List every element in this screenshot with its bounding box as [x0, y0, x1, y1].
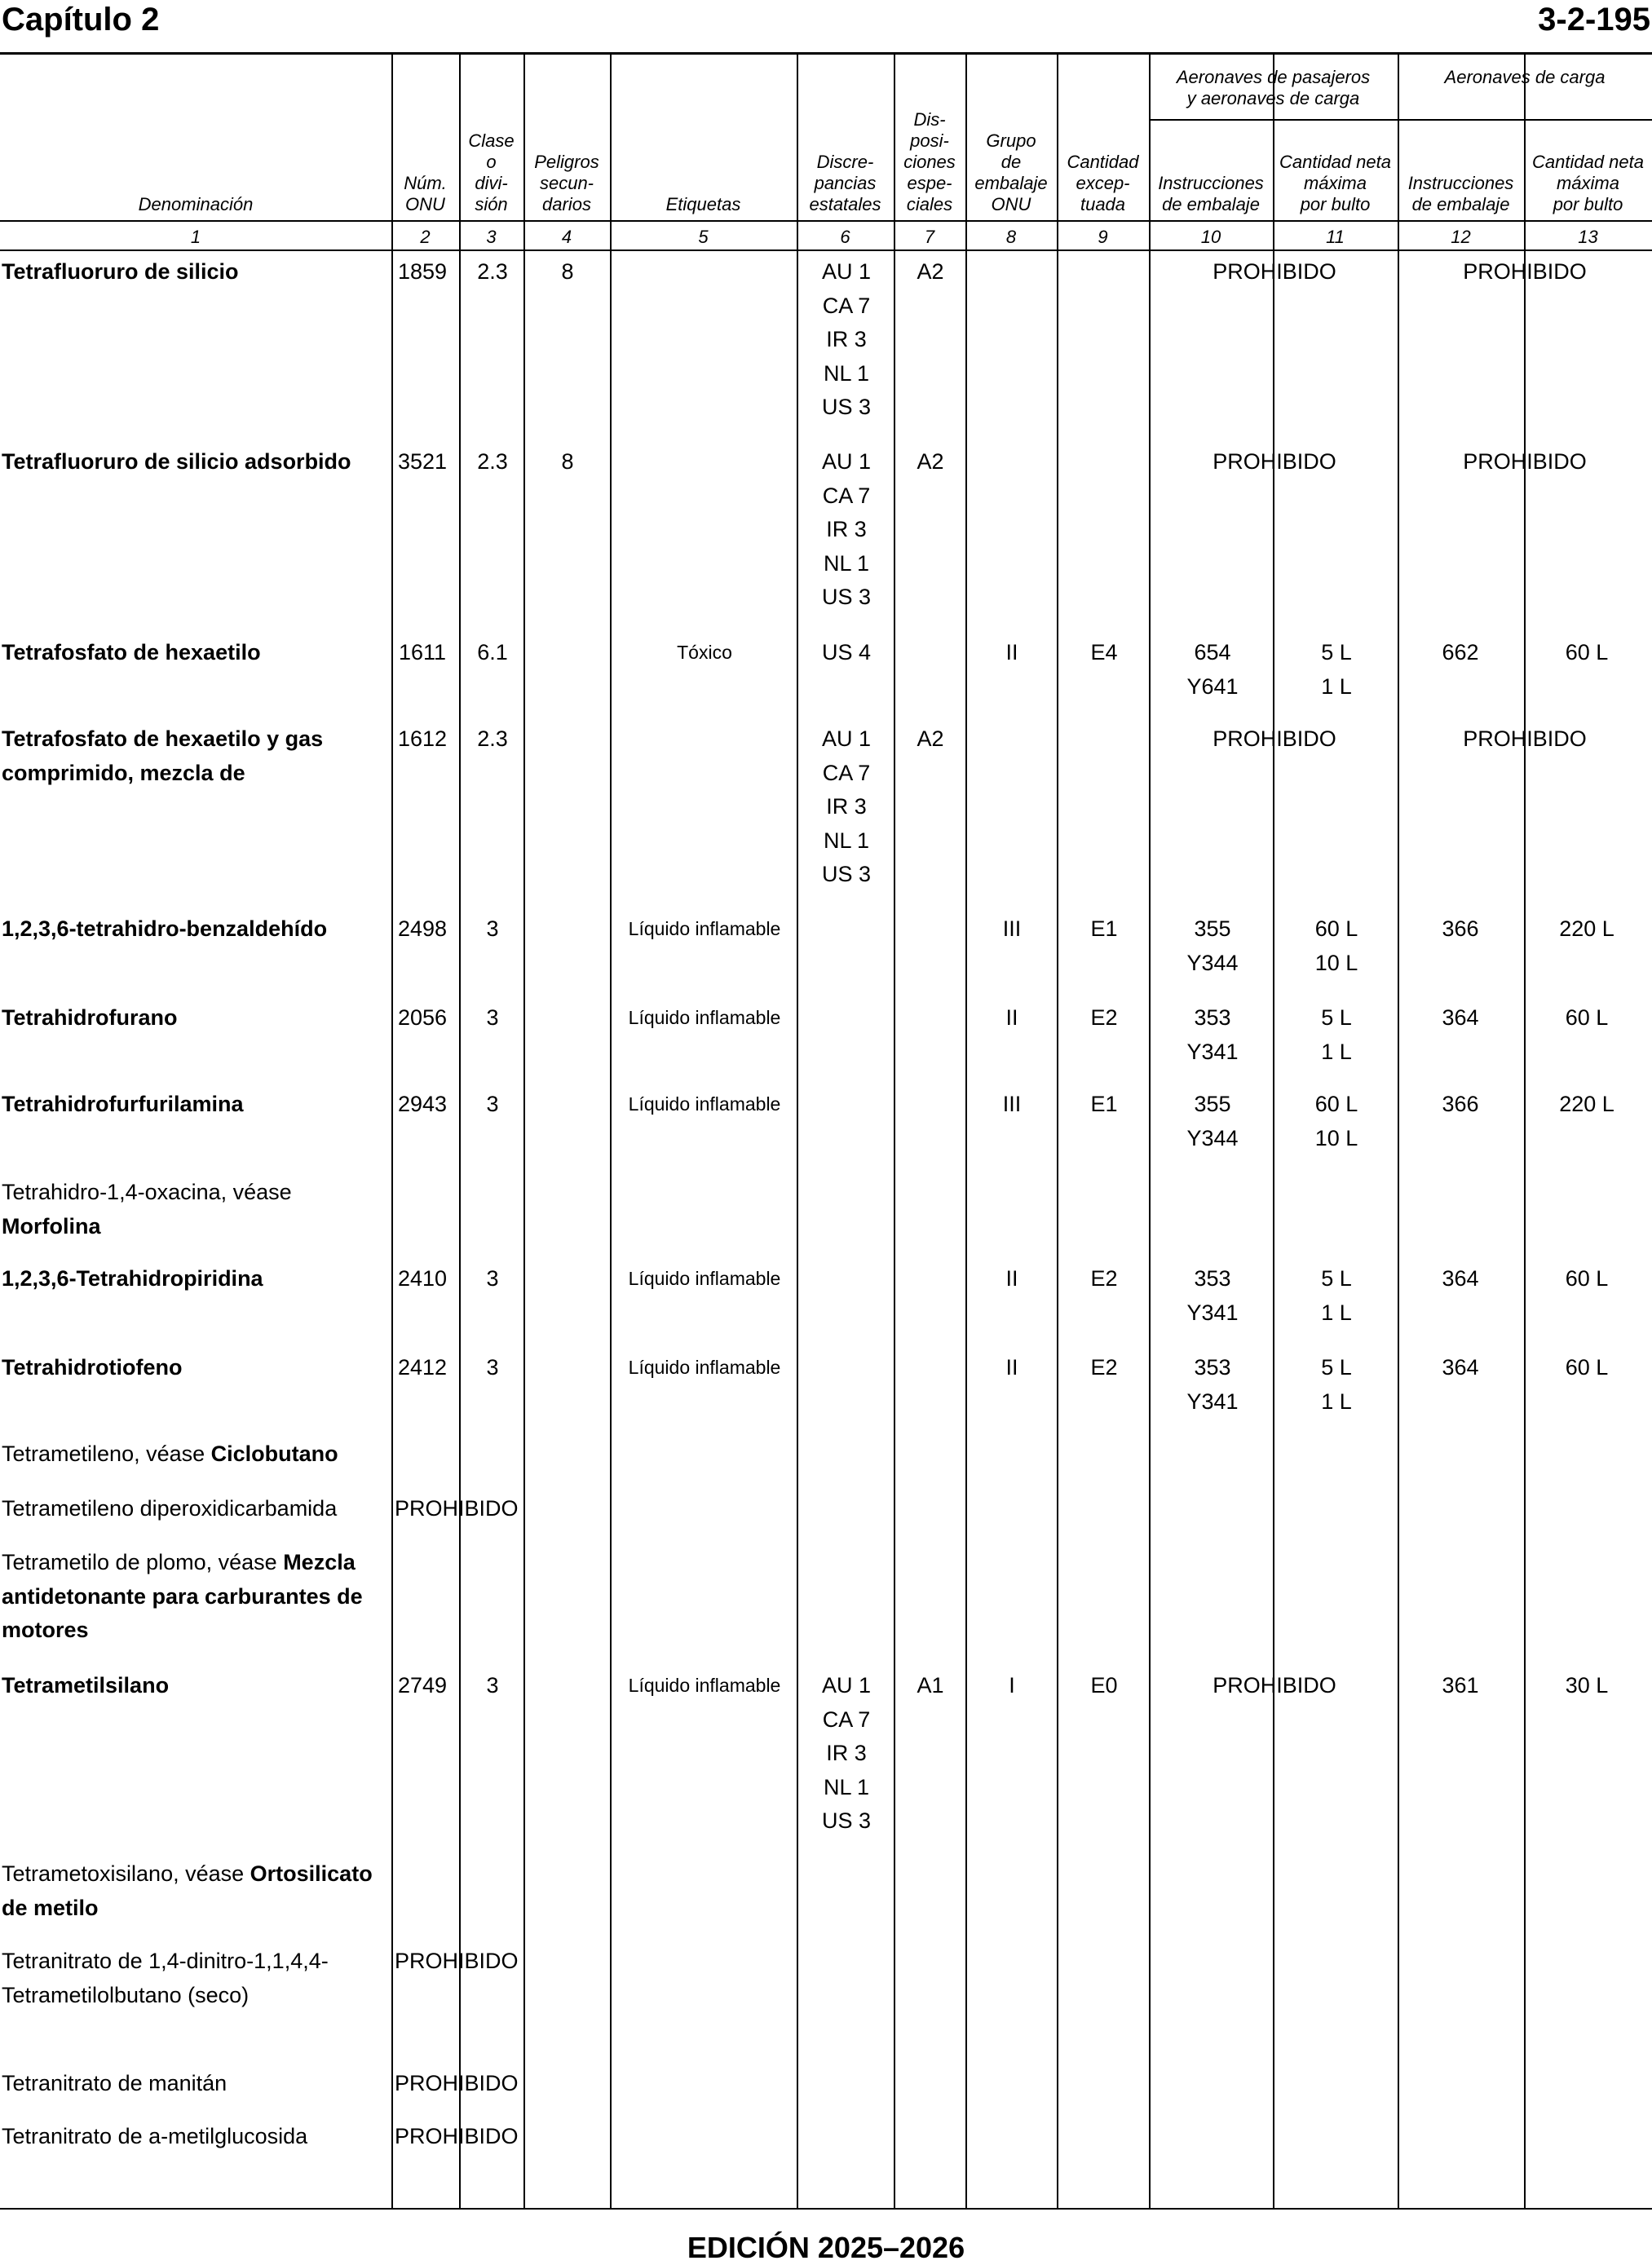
state-variations: AU 1 CA 7 IR 3 NL 1 US 3: [821, 449, 872, 609]
pax-max-quantity: 5 L 1 L: [1321, 1355, 1352, 1414]
un-number: 2412: [397, 1355, 448, 1380]
substance-name: Tetranitrato de manitán: [2, 2071, 227, 2095]
col-header-class: Clase o divi- sión: [468, 130, 515, 214]
state-variations: AU 1 CA 7 IR 3 NL 1 US 3: [821, 259, 872, 419]
col-number: 4: [561, 227, 572, 247]
substance-name: Tetrafosfato de hexaetilo y gas comprimido, mezcla de: [2, 726, 324, 785]
column-rule: [965, 55, 967, 2208]
excepted-quantity: E2: [1090, 1266, 1118, 1291]
cargo-forbidden: PROHIBIDO: [1463, 259, 1587, 284]
packing-group: II: [1005, 1266, 1018, 1291]
col-number: 13: [1578, 227, 1598, 247]
special-provisions: A2: [917, 726, 944, 751]
subsidiary-hazard: 8: [561, 259, 574, 284]
substance-name: Tetrafosfato de hexaetilo: [2, 640, 261, 664]
un-number: 2498: [397, 916, 448, 941]
col-header-cargo-max-qty: Cantidad neta máxima por bulto: [1532, 152, 1644, 214]
substance-name: Tetrametilsilano: [2, 1673, 170, 1698]
substance-name: Tetranitrato de 1,4-dinitro-1,1,4,4-Tetrametilolbutano (seco): [2, 1949, 329, 2007]
table-row: [0, 1857, 1652, 1920]
pax-max-quantity: 5 L 1 L: [1321, 640, 1352, 699]
passenger-forbidden: PROHIBIDO: [1212, 726, 1336, 751]
table-row: [0, 255, 1652, 419]
cargo-max-quantity: 60 L: [1565, 1005, 1609, 1030]
reference-entry: [2, 1437, 385, 1472]
reference-text: Tetrametoxisilano, véase: [2, 1861, 250, 1886]
column-rule: [797, 55, 798, 2208]
reference-target: Ortosilicato de metilo: [2, 1861, 373, 1920]
pax-packing-instruction: 353 Y341: [1186, 1355, 1239, 1414]
column-rule: [610, 55, 612, 2208]
cargo-forbidden: PROHIBIDO: [1463, 449, 1587, 474]
packing-group: III: [1002, 1092, 1022, 1116]
pax-packing-instruction: 654 Y641: [1186, 640, 1239, 699]
column-rule: [894, 55, 895, 2208]
excepted-quantity: E1: [1090, 1092, 1118, 1116]
substance-name: 1,2,3,6-tetrahidro-benzaldehído: [2, 916, 328, 941]
header-rule: [0, 220, 1652, 222]
table-row: [0, 1669, 1652, 1833]
packing-group: II: [1005, 1355, 1018, 1380]
table-row: [0, 636, 1652, 699]
un-number: 3521: [397, 449, 448, 474]
excepted-quantity: E1: [1090, 916, 1118, 941]
packing-group: I: [1009, 1673, 1015, 1698]
col-header-pax-max-qty: Cantidad neta máxima por bulto: [1279, 152, 1391, 214]
forbidden-status: PROHIBIDO: [395, 1949, 519, 1973]
hazard-label: Tóxico: [677, 642, 732, 663]
hazard-label: Líquido inflamable: [628, 1357, 781, 1378]
hazard-class: 3: [486, 1266, 499, 1291]
special-provisions: A2: [917, 449, 944, 474]
table-row: [0, 1351, 1652, 1414]
hazard-class: 3: [486, 1673, 499, 1698]
cargo-packing-instruction: 361: [1442, 1673, 1479, 1698]
table-row: [0, 2067, 1652, 2095]
hazard-label: Líquido inflamable: [628, 1268, 781, 1289]
substance-name: 1,2,3,6-Tetrahidropiridina: [2, 1266, 263, 1291]
col-number: 2: [420, 227, 431, 247]
column-rule: [1149, 55, 1151, 2208]
pax-packing-instruction: 355 Y344: [1186, 1092, 1239, 1150]
hazard-class: 2.3: [477, 449, 508, 474]
packing-group: II: [1005, 640, 1018, 664]
table-row: [0, 445, 1652, 609]
un-number: 2056: [397, 1005, 448, 1030]
cargo-max-quantity: 60 L: [1565, 1266, 1609, 1291]
col-header-passenger-aircraft: Aeronaves de pasajeros y aeronaves de carga: [1176, 67, 1371, 108]
hazard-class: 2.3: [477, 726, 508, 751]
forbidden-status: PROHIBIDO: [395, 2071, 519, 2095]
un-number: 2410: [397, 1266, 448, 1291]
col-header-name: Denominación: [138, 194, 254, 214]
un-number: 2749: [397, 1673, 448, 1698]
hazard-class: 3: [486, 1355, 499, 1380]
hazard-class: 6.1: [477, 640, 508, 664]
passenger-forbidden: PROHIBIDO: [1212, 259, 1336, 284]
pax-packing-instruction: 353 Y341: [1186, 1266, 1239, 1325]
reference-entry: [2, 1857, 385, 1925]
page-number: 3-2-195: [1538, 2, 1650, 38]
pax-packing-instruction: 355 Y344: [1186, 916, 1239, 975]
reference-target: Mezcla antidetonante para carburantes de motores: [2, 1550, 363, 1642]
column-rule: [391, 55, 393, 2208]
hazard-label: Líquido inflamable: [628, 1675, 781, 1696]
col-header-un: Núm. ONU: [404, 173, 447, 214]
cargo-packing-instruction: 364: [1442, 1266, 1479, 1291]
pax-max-quantity: 5 L 1 L: [1321, 1266, 1352, 1325]
cargo-max-quantity: 220 L: [1559, 916, 1614, 941]
hazard-label: Líquido inflamable: [628, 1093, 781, 1115]
col-header-cargo-aircraft: Aeronaves de carga: [1444, 67, 1606, 87]
table-row: [0, 1001, 1652, 1064]
cargo-packing-instruction: 364: [1442, 1355, 1479, 1380]
chapter-title: Capítulo 2: [2, 2, 160, 38]
col-number: 3: [486, 227, 497, 247]
reference-entry: [2, 1546, 385, 1648]
col-number: 10: [1200, 227, 1221, 247]
col-number: 9: [1098, 227, 1108, 247]
column-rule: [1398, 55, 1399, 2208]
un-number: 1859: [397, 259, 448, 284]
column-rule: [523, 55, 525, 2208]
table-row: [0, 1492, 1652, 1521]
cargo-forbidden: PROHIBIDO: [1463, 726, 1587, 751]
col-header-subsidiary: Peligros secun- darios: [534, 152, 599, 214]
col-header-pax-packing-instructions: Instrucciones de embalaje: [1158, 173, 1264, 214]
table-row: [0, 1437, 1652, 1466]
excepted-quantity: E2: [1090, 1005, 1118, 1030]
col-header-cargo-packing-instructions: Instrucciones de embalaje: [1407, 173, 1514, 214]
packing-group: III: [1002, 916, 1022, 941]
col-number: 6: [840, 227, 850, 247]
table-row: [0, 912, 1652, 975]
substance-name: Tetrafluoruro de silicio adsorbido: [2, 449, 351, 474]
header-rule: [0, 249, 1652, 251]
col-header-excepted-quantity: Cantidad excep- tuada: [1067, 152, 1139, 214]
cargo-packing-instruction: 366: [1442, 1092, 1479, 1116]
substance-name: Tetrametileno diperoxidicarbamida: [2, 1496, 338, 1521]
page-footer: [0, 2208, 1652, 2265]
forbidden-status: PROHIBIDO: [395, 1496, 519, 1521]
header-rule: [1149, 119, 1652, 121]
substance-name: Tetrahidrotiofeno: [2, 1355, 183, 1380]
table-row: [0, 1262, 1652, 1325]
cargo-max-quantity: 220 L: [1559, 1092, 1614, 1116]
col-number: 5: [698, 227, 709, 247]
hazard-class: 3: [486, 1092, 499, 1116]
pax-max-quantity: 60 L 10 L: [1314, 1092, 1358, 1150]
table-row: [0, 1546, 1652, 1642]
substance-name: Tetranitrato de a-metilglucosida: [2, 2124, 308, 2148]
hazard-class: 3: [486, 1005, 499, 1030]
substance-name: Tetrahidrofurano: [2, 1005, 178, 1030]
reference-target: Morfolina: [2, 1213, 101, 1238]
special-provisions: A1: [917, 1673, 944, 1698]
reference-text: Tetrametilo de plomo, véase: [2, 1550, 284, 1574]
forbidden-status: PROHIBIDO: [395, 2124, 519, 2148]
excepted-quantity: E2: [1090, 1355, 1118, 1380]
page-header: [0, 0, 1652, 55]
col-header-state-variations: Discre- pancias estatales: [809, 152, 881, 214]
column-rule: [459, 55, 461, 2208]
reference-entry: [2, 1176, 385, 1243]
column-rule: [1057, 55, 1058, 2208]
table-row: [0, 2120, 1652, 2148]
packing-group: II: [1005, 1005, 1018, 1030]
cargo-max-quantity: 60 L: [1565, 1355, 1609, 1380]
state-variations: AU 1 CA 7 IR 3 NL 1 US 3: [821, 1673, 872, 1833]
hazard-class: 3: [486, 916, 499, 941]
reference-text: Tetrametileno, véase: [2, 1442, 211, 1466]
col-header-labels: Etiquetas: [665, 194, 741, 214]
excepted-quantity: E4: [1090, 640, 1118, 664]
state-variations: US 4: [821, 640, 872, 664]
cargo-packing-instruction: 366: [1442, 916, 1479, 941]
passenger-forbidden: PROHIBIDO: [1212, 449, 1336, 474]
col-number: 7: [924, 227, 935, 247]
excepted-quantity: E0: [1090, 1673, 1118, 1698]
cargo-packing-instruction: 662: [1442, 640, 1479, 664]
cargo-max-quantity: 60 L: [1565, 640, 1609, 664]
reference-text: Tetrahidro-1,4-oxacina, véase: [2, 1180, 292, 1204]
edition-label: EDICIÓN 2025–2026: [687, 2231, 965, 2264]
hazard-label: Líquido inflamable: [628, 1007, 781, 1028]
col-header-packing-group: Grupo de embalaje ONU: [974, 130, 1048, 214]
col-header-special-provisions: Dis- posi- ciones espe- ciales: [903, 109, 956, 214]
table-row: [0, 722, 1652, 886]
table-row: [0, 1176, 1652, 1238]
col-number: 12: [1451, 227, 1471, 247]
col-number: 8: [1005, 227, 1017, 247]
state-variations: AU 1 CA 7 IR 3 NL 1 US 3: [821, 726, 872, 886]
subsidiary-hazard: 8: [561, 449, 574, 474]
substance-name: Tetrahidrofurfurilamina: [2, 1092, 244, 1116]
col-number: 11: [1326, 227, 1345, 247]
substance-name: Tetrafluoruro de silicio: [2, 259, 239, 284]
cargo-max-quantity: 30 L: [1565, 1673, 1609, 1698]
un-number: 1611: [398, 640, 447, 664]
pax-max-quantity: 5 L 1 L: [1321, 1005, 1352, 1064]
special-provisions: A2: [917, 259, 944, 284]
hazard-class: 2.3: [477, 259, 508, 284]
passenger-forbidden: PROHIBIDO: [1212, 1673, 1336, 1698]
hazard-label: Líquido inflamable: [628, 918, 781, 939]
pax-max-quantity: 60 L 10 L: [1314, 916, 1358, 975]
pax-packing-instruction: 353 Y341: [1186, 1005, 1239, 1064]
un-number: 1612: [397, 726, 448, 751]
un-number: 2943: [397, 1092, 448, 1116]
reference-target: Ciclobutano: [210, 1442, 338, 1466]
column-rule: [1524, 55, 1526, 2208]
col-number: 1: [190, 227, 201, 247]
cargo-packing-instruction: 364: [1442, 1005, 1479, 1030]
